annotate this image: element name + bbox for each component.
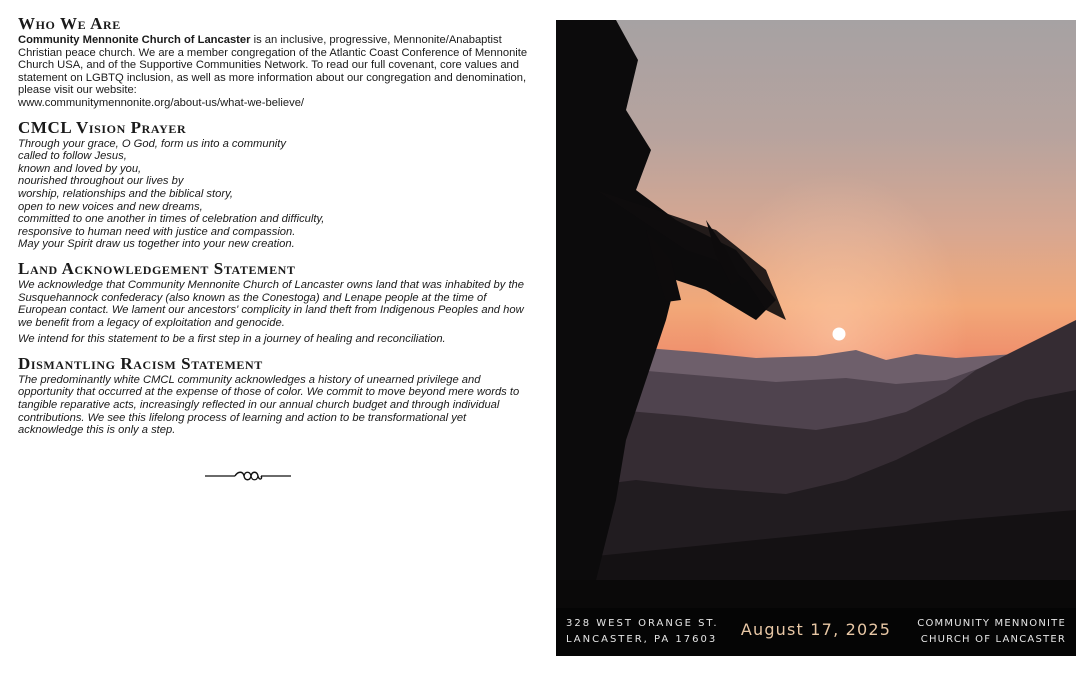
text-column (18, 14, 528, 445)
address-line-1: 328 WEST ORANGE ST. (566, 618, 719, 629)
section-vision-prayer (18, 118, 528, 251)
prayer-line: May your Spirit draw us together into your new creation. (18, 238, 295, 251)
who-we-are-paragraph (18, 34, 528, 110)
racism-paragraph: The predominantly white CMCL community acknowledges a history of unearned privilege and opportunity that occurred at the expense of those of color. We commit to move beyond mere words to tangible reparative acts, increasingly reflected in our annual church budget and through individual contributions. We see this lifelong process of learning and action to be transformational yet acknowledge this is only a step. (18, 373, 520, 437)
prayer-line: committed to one another in times of celebration and difficulty, (18, 213, 325, 226)
vision-prayer-text (18, 138, 528, 251)
land-paragraph-1: We acknowledge that Community Mennonite Church of Lancaster owns land that was inhabited by the Susquehannock confederacy (also known as the Conestoga) and Lenape people at the time of European contact. We lament our ancestors' complicity in land theft from Indigenous Peoples and how we benefit from a legacy of exploitation and genocide. (18, 278, 525, 329)
sun-icon (833, 328, 846, 341)
prayer-line: responsive to human need with justice and compassion. (18, 225, 296, 238)
ornament-divider-icon (205, 469, 291, 483)
church-name: Community Mennonite Church of Lancaster (18, 34, 251, 46)
section-title-land-acknowledgement: Land Acknowledgement Statement (18, 258, 296, 278)
section-dismantling-racism (18, 354, 528, 437)
prayer-line: nourished throughout our lives by (18, 175, 184, 188)
prayer-line: Through your grace, O God, form us into a community (18, 137, 286, 150)
sunset-photo (556, 20, 1076, 656)
church-name-line-1: COMMUNITY MENNONITE (917, 618, 1066, 629)
bulletin-footer (556, 608, 1076, 656)
prayer-line: known and loved by you, (18, 162, 142, 175)
section-title-vision-prayer: CMCL Vision Prayer (18, 117, 187, 137)
prayer-line: called to follow Jesus, (18, 150, 127, 163)
bulletin-date: August 17, 2025 (740, 620, 892, 639)
sunset-landscape-image (556, 20, 1076, 656)
section-title-who-we-are: Who We Are (18, 14, 121, 33)
prayer-line: worship, relationships and the biblical story, (18, 187, 233, 200)
website-link[interactable]: www.communitymennonite.org/about-us/what-we-believe/ (18, 96, 305, 109)
land-paragraph-2: We intend for this statement to be a first step in a journey of healing and reconciliation. (18, 333, 446, 346)
section-title-dismantling-racism: Dismantling Racism Statement (18, 353, 263, 373)
church-name-line-2: CHURCH OF LANCASTER (920, 634, 1066, 645)
section-who-we-are (18, 14, 528, 110)
who-we-are-body: is an inclusive, progressive, Mennonite/Anabaptist Christian peace church. We are a member congregation of the Atlantic Coast Conference of Mennonite Church USA, and of the Supportive Communities Network. To read our full covenant, core values and statement on LGBTQ inclusion, as well as more information about our congregation and denomination, please visit our website: (18, 34, 528, 97)
church-name-footer (917, 616, 1066, 648)
address-line-2: LANCASTER, PA 17603 (566, 634, 718, 645)
section-land-acknowledgement (18, 259, 528, 346)
prayer-line: open to new voices and new dreams, (18, 200, 203, 213)
